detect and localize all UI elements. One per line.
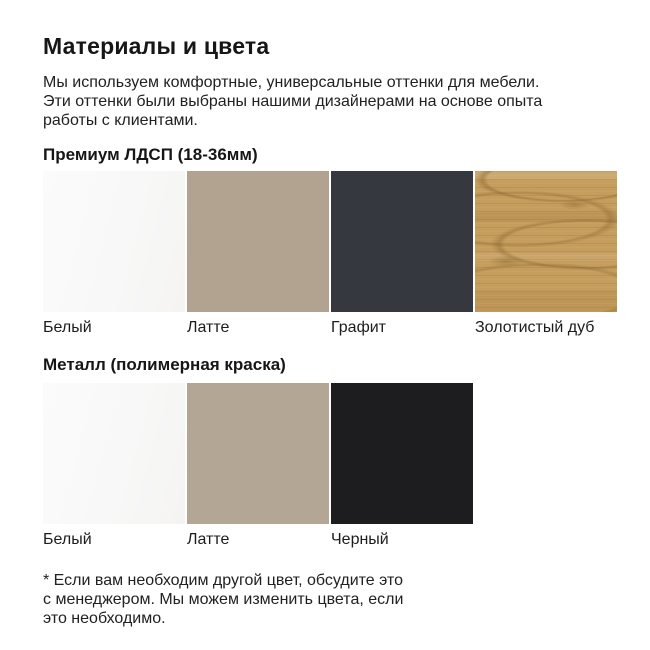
intro-line: Мы используем комфортные, универсальные оттенки для мебели.	[43, 74, 540, 91]
section-heading-premium-ldsp: Премиум ЛДСП (18-36мм)	[43, 145, 258, 164]
section-premium-ldsp	[43, 145, 617, 337]
page-title: Материалы и цвета	[43, 33, 270, 59]
intro-text	[43, 73, 617, 130]
label-row-ldsp	[43, 319, 617, 337]
swatch-black	[331, 383, 473, 524]
swatch-white	[43, 383, 185, 524]
swatch-label-white: Белый	[43, 531, 92, 548]
swatch-graphite	[331, 171, 473, 312]
label-row-metal	[43, 531, 617, 549]
swatch-label-graphite: Графит	[331, 319, 386, 336]
swatch-label-latte: Латте	[187, 531, 230, 548]
swatch-row-metal	[43, 383, 617, 524]
intro-line: работы с клиентами.	[43, 112, 198, 129]
swatch-label-golden-oak: Золотистый дуб	[475, 319, 595, 336]
swatch-latte	[187, 171, 329, 312]
swatch-label-latte: Латте	[187, 319, 230, 336]
swatch-row-ldsp	[43, 171, 617, 312]
swatch-golden-oak	[475, 171, 617, 312]
swatch-label-black: Черный	[331, 531, 389, 548]
footnote-text	[43, 571, 617, 628]
section-metal	[43, 355, 617, 549]
footnote-line: это необходимо.	[43, 610, 166, 627]
footnote-line: * Если вам необходим другой цвет, обсудите это	[43, 572, 403, 589]
swatch-white	[43, 171, 185, 312]
swatch-label-white: Белый	[43, 319, 92, 336]
intro-line: Эти оттенки были выбраны нашими дизайнерами на основе опыта	[43, 93, 543, 110]
section-heading-metal: Металл (полимерная краска)	[43, 355, 286, 374]
swatch-latte	[187, 383, 329, 524]
footnote-line: с менеджером. Мы можем изменить цвета, если	[43, 591, 404, 608]
